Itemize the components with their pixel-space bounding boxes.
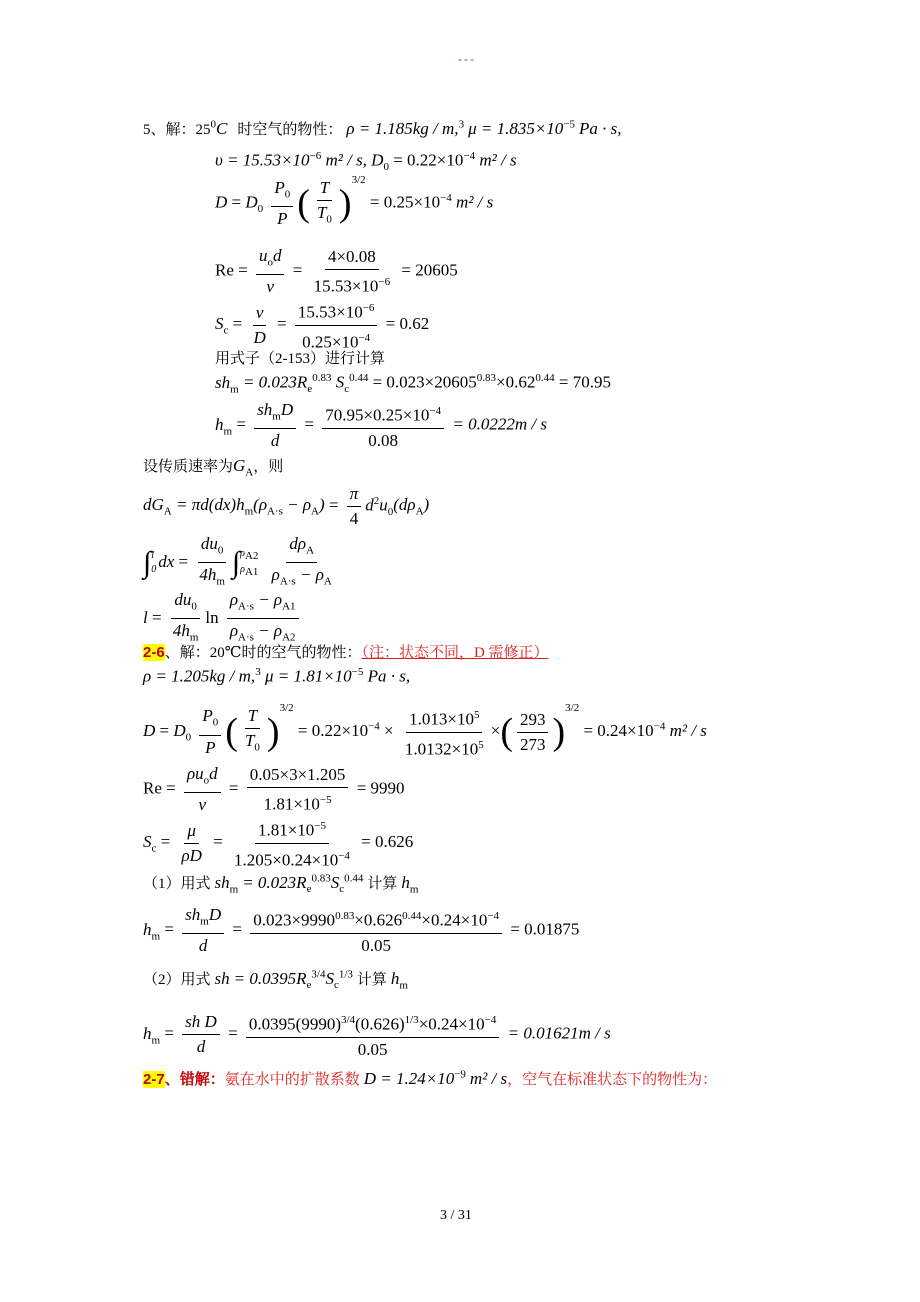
- p26-label: 2-6: [143, 644, 165, 661]
- p5-intro: 5、解：25: [143, 122, 211, 138]
- p26-m2-hm-formula: $h_m$ = $\frac{\text{sh D}}{d}$ = $\frac{0.0395(9990)^{3/4}(0.626)^{1/3}\times 0.24\times 10^{-4}}{0.05}$ = 0.01621m / s: [143, 1010, 611, 1060]
- p26-D-formula: $D = D_0$ $\frac{P_0}{P}$ ( $\frac{T}{T_0}$ )$^{3/2} = 0.22\times 10^{-4}$ × $\frac{1.013\times 10^5}{1.0132\times 10^5}$ ×( $\frac{293}{273}$ )$^{3/2} = 0.24\times 10^{-4}$ m² / s: [143, 702, 707, 759]
- p26-note: （注：状态不同，D 需修正）: [361, 645, 549, 661]
- header-mark: ---: [458, 52, 476, 66]
- p5-prop-label: 时空气的物性：: [237, 122, 343, 138]
- p26-sc-formula: $S_c$ = $\frac{\mu}{\rho D}$ = $\frac{1.81\times 10^{-5}}{1.205\times 0.24\times 10^{-4}}$ = 0.626: [143, 816, 413, 870]
- p26-method1-line: （1）用式 $sh_m = 0.023R_e^{0.83}S_c^{0.44}$ 计算 $h_m$: [143, 872, 419, 896]
- p26-re-formula: Re = $\frac{\rho u_od}{v}$ = $\frac{0.05\times 3\times 1.205}{1.81\times 10^{-5}}$ = 9990: [143, 764, 405, 815]
- page-number: 3 / 31: [440, 1208, 472, 1223]
- p5-l-formula: l = $\frac{du_0}{4h_m}$ ln $\frac{\rho_{A\cdot s} - \rho_{A1}}{\rho_{A\cdot s} - \rho_{A2}}$: [143, 590, 303, 648]
- p5-mass-rate-line: 设传质速率为$G_A$，则: [143, 456, 284, 479]
- p26-method2-line: （2）用式 sh = $0.0395R_e^{3/4}S_c^{1/3}$ 计算 $h_m$: [143, 968, 408, 992]
- p5-sh-formula: $sh_m = 0.023R_e^{0.83}$ $S_c^{0.44} = 0.023\times 20605^{0.83}\times 0.62^{0.44} = 70.95$: [215, 372, 611, 396]
- p26-m1-hm-formula: $h_m$ = $\frac{sh_mD}{d}$ = $\frac{0.023\times 9990^{0.83}\times 0.626^{0.44}\times 0.24\times 10^{-4}}{0.05}$ = 0.01875: [143, 905, 580, 956]
- p5-hm-formula: $h_m$ = $\frac{sh_mD}{d}$ = $\frac{70.95\times 0.25\times 10^{-4}}{0.08}$ = 0.0222m / s: [215, 400, 547, 451]
- p26-intro-line: 2-6、解：20℃时的空气的物性：（注：状态不同，D 需修正）: [143, 644, 549, 661]
- p5-integral-formula: ∫ l 0 dx = $\frac{du_0}{4h_m}$ ∫ $\rho_{A2}$ $\rho_{A1}$ $\frac{d\rho_A}{\rho_{A\cdot s} - \rho_A}$: [143, 534, 332, 588]
- p5-nu-line: $\upsilon = 15.53\times 10^{-6}$ m² / s, $D_0 = 0.22\times 10^{-4}$ m² / s: [215, 150, 517, 174]
- p26-rho-line: ρ = 1.205kg / m,$^3$ $\mu = 1.81\times 10^{-5}$ Pa · s,: [143, 666, 411, 686]
- p27-line: 2-7、错解：氨在水中的扩散系数 $D = 1.24\times 10^{-9}$ m² / s，空气在标准状态下的物性为：: [143, 1068, 718, 1088]
- p5-D-formula: $D = D_0$ $\frac{P_0}{P}$ ( $\frac{T}{T_0}$ )$^{3/2} = 0.25\times 10^{-4}$ m² / s: [215, 173, 494, 229]
- p5-sc-formula: $S_c$ = $\frac{v}{D}$ = $\frac{15.53\times 10^{-6}}{0.25\times 10^{-4}}$ = 0.62: [215, 298, 429, 352]
- p27-label: 2-7: [143, 1071, 165, 1088]
- p5-re-formula: Re = $\frac{u_od}{v}$ = $\frac{4\times 0.08}{15.53\times 10^{-6}}$ = 20605: [215, 246, 458, 297]
- p5-use-formula: 用式子（2-153）进行计算: [215, 351, 385, 367]
- p5-intro-line: 5、解：$25^0C$ 时空气的物性： ρ = 1.185kg / m,$^3$ $\mu = 1.835\times 10^{-5}$ Pa · s,: [143, 118, 622, 138]
- p5-dGA-formula: $dG_A = \pi d(dx)h_m(\rho_{A\cdot s} - \rho_A)$ = $\frac{\pi}{4}$ $d^2u_0(d\rho_A)$: [143, 484, 430, 528]
